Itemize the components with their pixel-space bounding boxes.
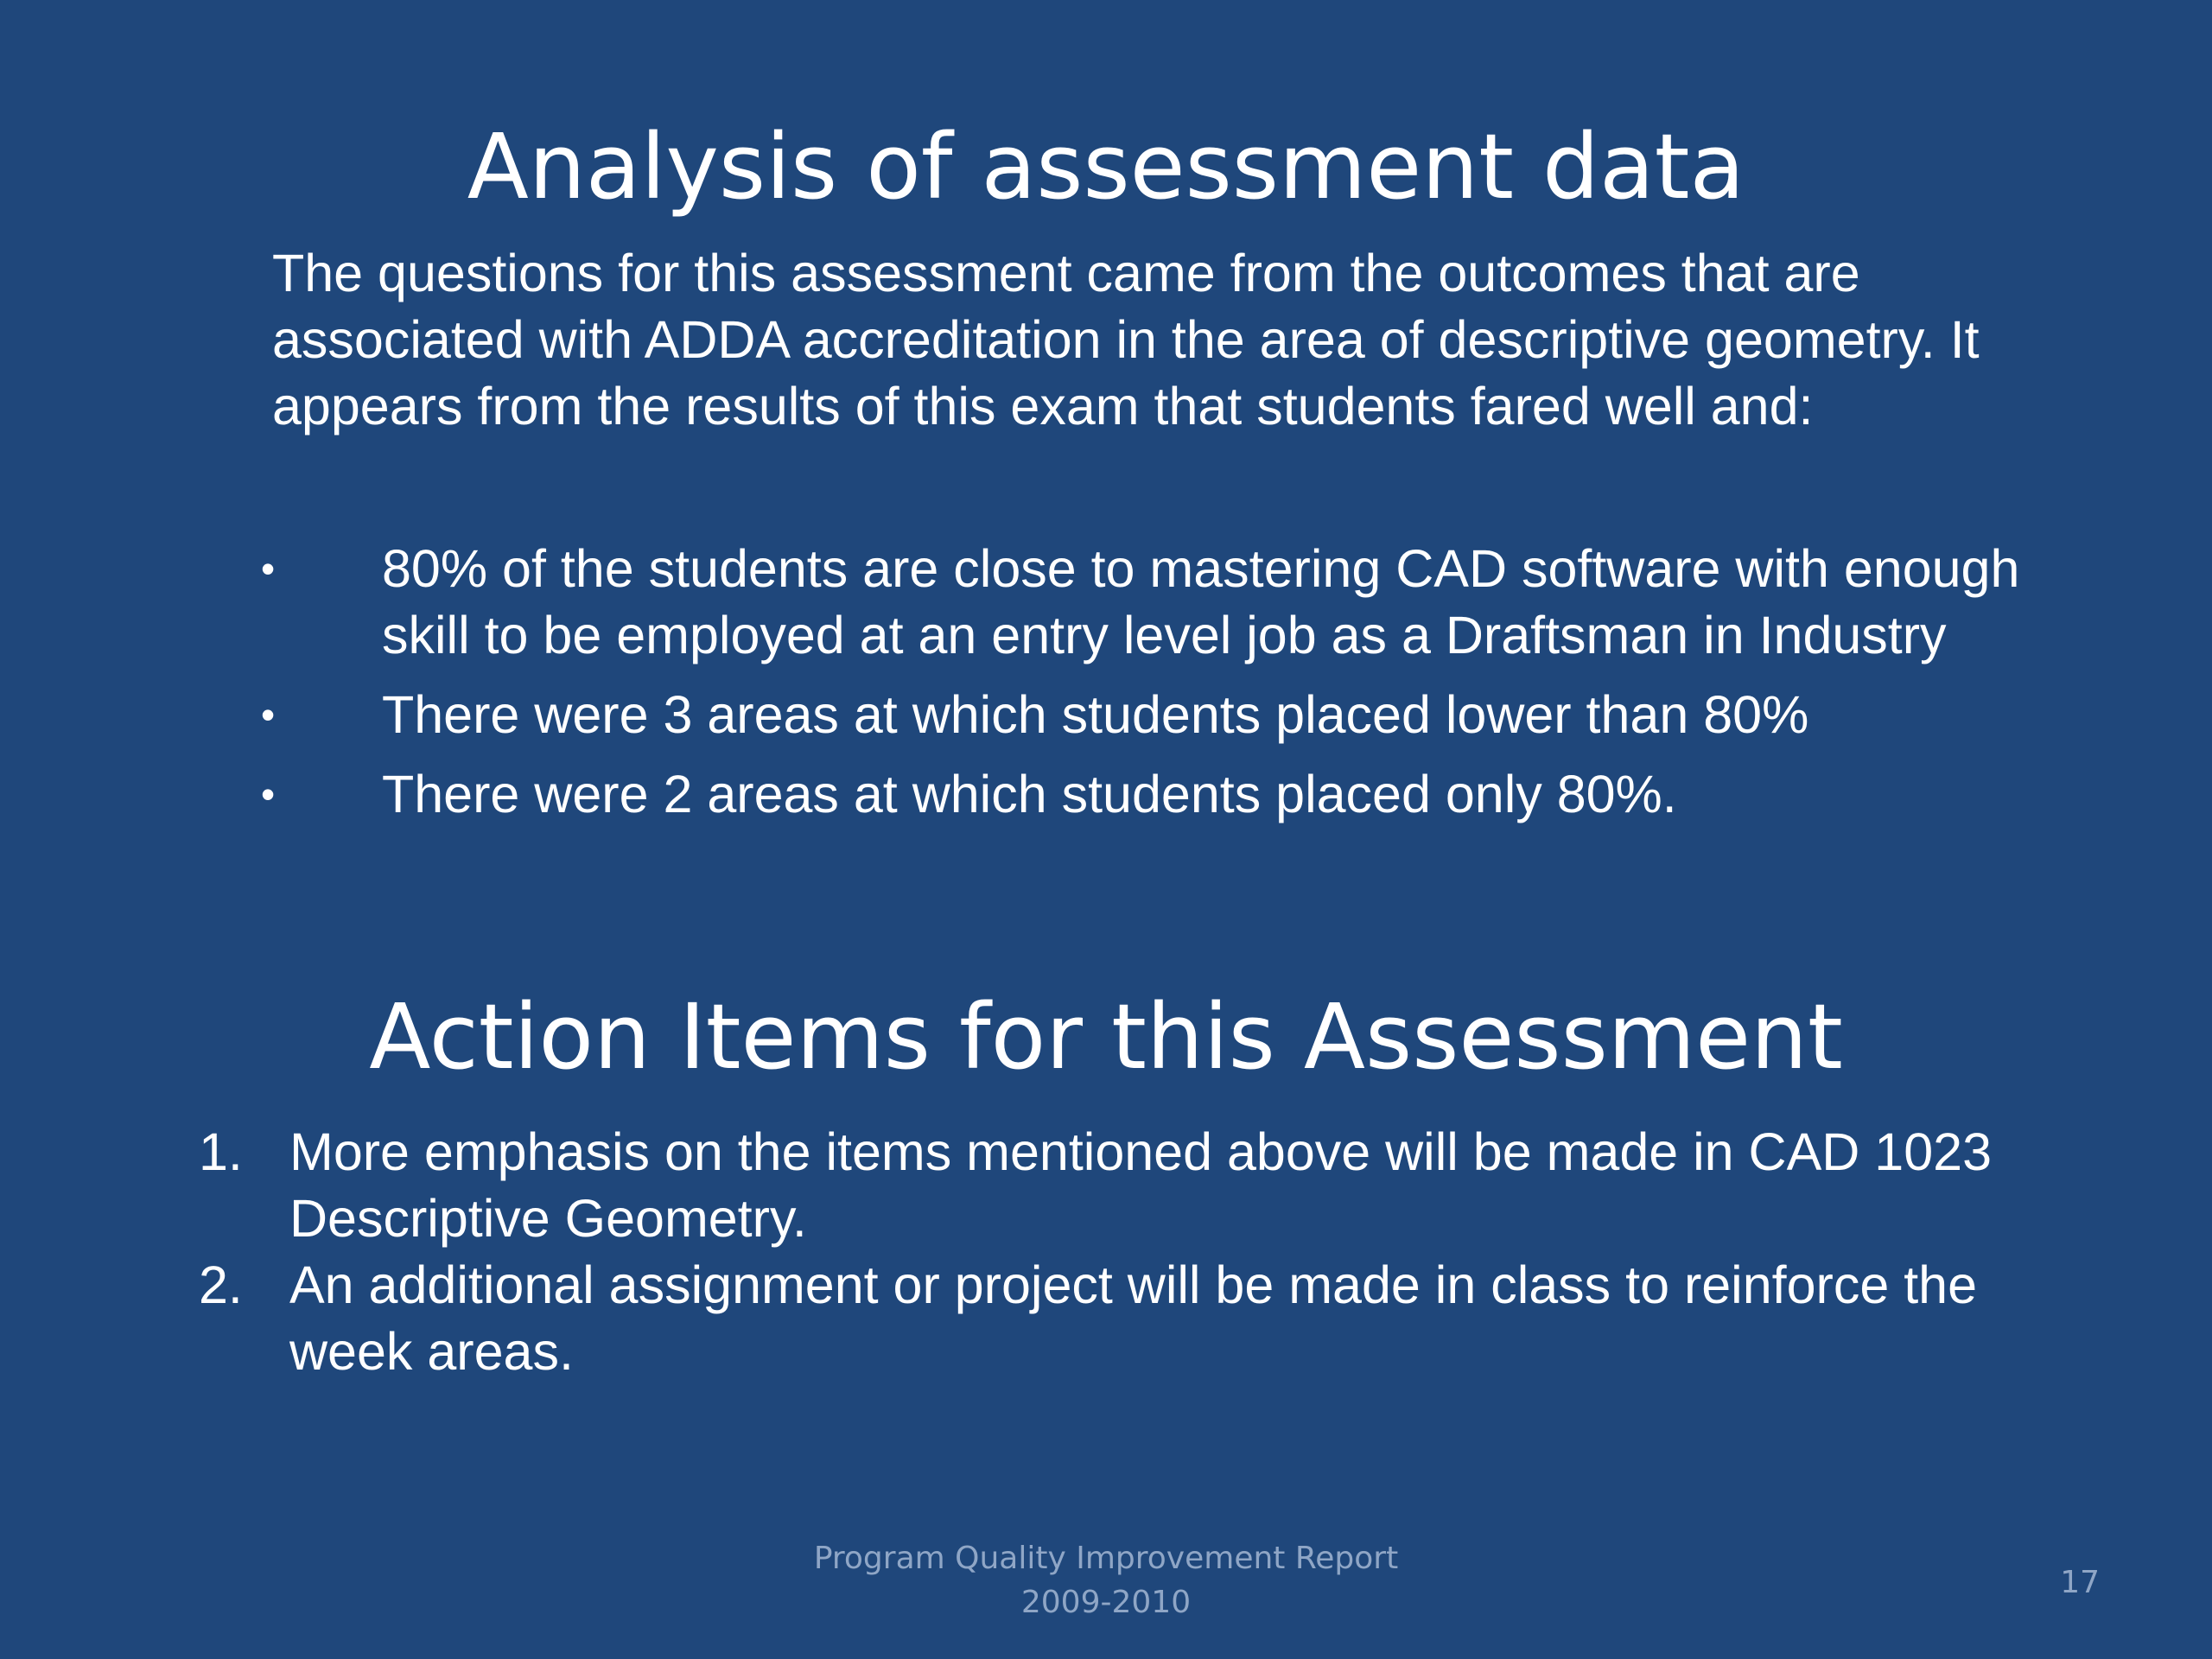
item-number: 2. bbox=[199, 1255, 243, 1314]
list-item bbox=[251, 536, 2065, 669]
item-text: An additional assignment or project will be made in class to reinforce the week areas. bbox=[289, 1255, 1978, 1381]
footer-report-name: Program Quality Improvement Report bbox=[813, 1541, 1399, 1576]
findings-list bbox=[251, 536, 2065, 841]
action-items-title: Action Items for this Assessment bbox=[369, 984, 1843, 1090]
list-item bbox=[251, 761, 2065, 828]
item-text: More emphasis on the items mentioned above will be made in CAD 1023 Descriptive Geometry. bbox=[289, 1122, 1992, 1248]
footer-year: 2009-2010 bbox=[1020, 1585, 1192, 1620]
page-number: 17 bbox=[2060, 1565, 2100, 1600]
bullet-text: There were 2 areas at which students placed only 80%. bbox=[382, 765, 1677, 823]
slide-title: Analysis of assessment data bbox=[467, 114, 1745, 219]
bullet-marker: • bbox=[260, 692, 276, 737]
action-items-list bbox=[199, 1119, 2031, 1385]
bullet-text: There were 3 areas at which students placed lower than 80% bbox=[382, 685, 1809, 744]
item-number: 1. bbox=[199, 1122, 243, 1181]
list-item bbox=[199, 1119, 2031, 1252]
list-item bbox=[251, 682, 2065, 748]
footer bbox=[760, 1536, 1452, 1624]
bullet-text: 80% of the students are close to mastering CAD software with enough skill to be employed at an entry level job as a Draftsman in Industry bbox=[382, 539, 2020, 664]
list-item bbox=[199, 1252, 2031, 1385]
bullet-marker: • bbox=[260, 546, 276, 591]
bullet-marker: • bbox=[260, 772, 276, 817]
intro-paragraph: The questions for this assessment came from the outcomes that are associated with ADDA accreditation in the area of descriptive geometry. It appears from the results of this exam that students fared well and: bbox=[272, 244, 1980, 435]
